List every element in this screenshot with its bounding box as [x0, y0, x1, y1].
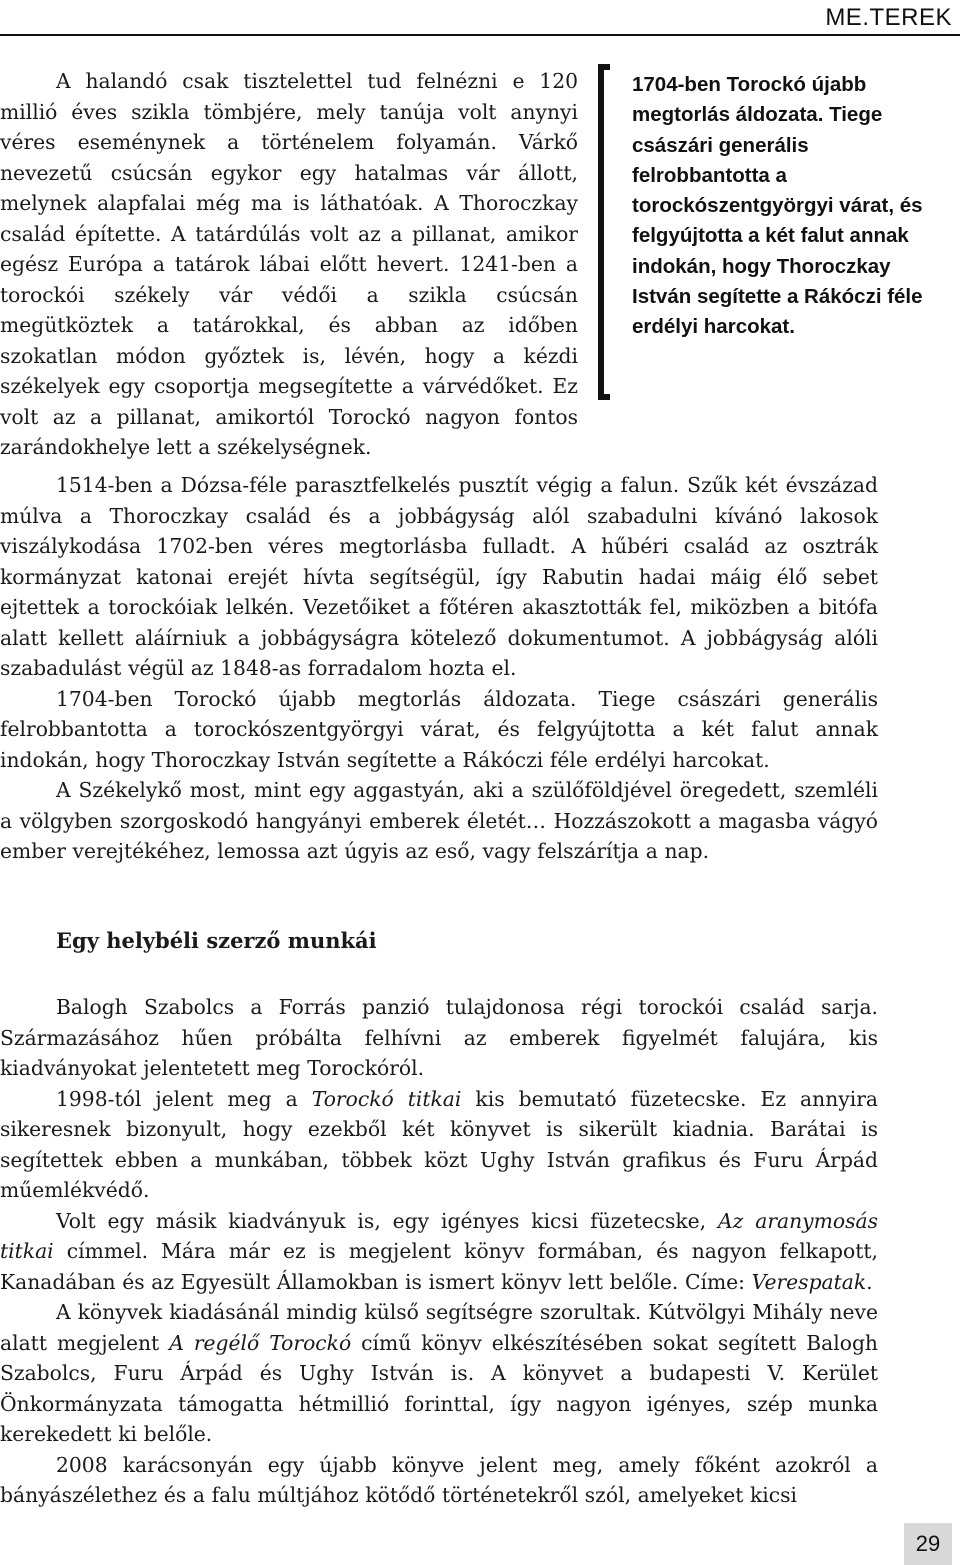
paragraph-1704: 1704-ben Torockó újabb megtorlás áldozata. Tiege császári generális felrobbantotta a torockószentgyörgyi várat, és felgyújtotta a két falut annak indokán, hogy Thoroczkay István segítette a Rákóczi féle erdélyi harcokat. [0, 686, 878, 772]
paragraph-2008: 2008 karácsonyán egy újabb könyve jelent meg, amely főként azokról a bányászélethez és a falu múltjához kötődő történetekről szól, amelyeket kicsi [0, 1452, 878, 1507]
paragraph-aranymosas [0, 1206, 878, 1298]
intro-paragraph: A halandó csak tisztelettel tud felnézni e 120 millió éves szikla tömbjére, mely tanúja volt anynyi véres eseménynek a történelem folyamán. Várkő nevezetű csúcsán egykor egy hatalmas vár állott, melynek alapfalai még ma is láthatóak. A Thoroczkay család építette. A tatárdúlás volt az a pillanat, amikor egész Európa a tatárok lábai előtt hevert. 1241-ben a torockói székely vár védői a szikla csúcsán megütköztek a tatárokkal, és abban az időben szokatlan módon győztek is, lévén, hogy a kézdi székelyek egy csoportja megsegítette a várvédőket. Ez volt az a pillanat, amikortól Torockó nagyon fontos zarándokhelye lett a székelységnek. [0, 69, 578, 459]
section-body [0, 992, 878, 1511]
section-heading: Egy helybéli szerző munkái [56, 928, 377, 953]
text-span: kis bemutató füzetecske. Ez annyira sikeresnek bizonyult, hogy ezekből két könyvet is sikerült kiadnia. Barátai is segítettek ebben a munkában, többek közt Ughy István grafikus és Furu Árpád műemlékvédő. [0, 1086, 878, 1202]
pullquote-box [598, 64, 928, 400]
paragraph-1998 [0, 1084, 878, 1206]
text-span: 1998-tól jelent meg a [56, 1086, 312, 1111]
text-span: című könyv elkészítésében sokat segített Balogh Szabolcs, Furu Árpád és Ughy István is. A könyvet a budapesti V. Kerület Önkormányzata támogatta hétmillió forinttal, így nagyon igényes, szép munka kerekedett ki belőle. [0, 1330, 878, 1446]
paragraph-history: 1514-ben a Dózsa-féle parasztfelkelés pusztít végig a falun. Szűk két évszázad múlva a Thoroczkay család és a jobbágyság alól szabadulni kívánó lakosok viszálykodása 1702-ben véres megtorlásba fulladt. A hűbéri család az osztrák kormányzat katonai erejét hívta segítségül, így Rabutin hadai máig élő sebet ejtettek a torockóiak lelkén. Vezetőiket a főtéren akasztották fel, miközben a bitófa alatt kellett aláírniuk a jobbágyságra kötelező dokumentumot. A jobbágyság alóli szabadulást végül az 1848-as forradalom hozta el. [0, 473, 878, 680]
text-span: . [866, 1269, 873, 1294]
paragraph-regelo [0, 1297, 878, 1450]
section-header: ME.TEREK [825, 4, 952, 31]
paragraph-author: Balogh Szabolcs a Forrás panzió tulajdonosa régi torockói család sarja. Származásához hűen próbálta felhívni az emberek figyelmét falujára, kis kiadványokat jelentetett meg Torockóról. [0, 995, 878, 1080]
book-title: Verespatak [751, 1269, 867, 1294]
text-span: Volt egy másik kiadványuk is, egy igényes kicsi füzetecske, [56, 1208, 719, 1233]
pullquote-text: 1704-ben Torockó újabb megtorlás áldozata. Tiege császári generális felrobbantotta a torockószentgyörgyi várat, és felgyújtotta a két falut annak indokán, hogy Thoroczkay István segítette a Rákóczi féle erdélyi harcokat. [632, 73, 923, 339]
book-title: Az aranymosás titkai [0, 1208, 878, 1263]
intro-column [0, 66, 578, 463]
pullquote-bracket [598, 64, 610, 400]
body-text [0, 470, 878, 867]
text-span: címmel. Mára már ez is megjelent könyv formában, és nagyon felkapott, Kanadában és az Egyesült Államokban is ismert könyv lett belőle. Címe: [0, 1239, 878, 1294]
page-number: 29 [904, 1523, 952, 1565]
header-rule [0, 34, 960, 36]
book-title: A regélő Torockó [169, 1330, 352, 1355]
paragraph-szekelyko: A Székelykő most, mint egy aggastyán, aki a szülőföldjével öregedett, szemléli a völgyben szorgoskodó hangyányi emberek életét… Hozzászokott a magasba vágyó ember verejtékéhez, lemossa azt úgyis az eső, vagy felszárítja a nap. [0, 778, 878, 863]
text-span: A könyvek kiadásánál mindig külső segítségre szorultak. Kútvölgyi Mihály neve alatt megjelent [0, 1300, 878, 1355]
book-title: Torockó titkai [311, 1086, 462, 1111]
